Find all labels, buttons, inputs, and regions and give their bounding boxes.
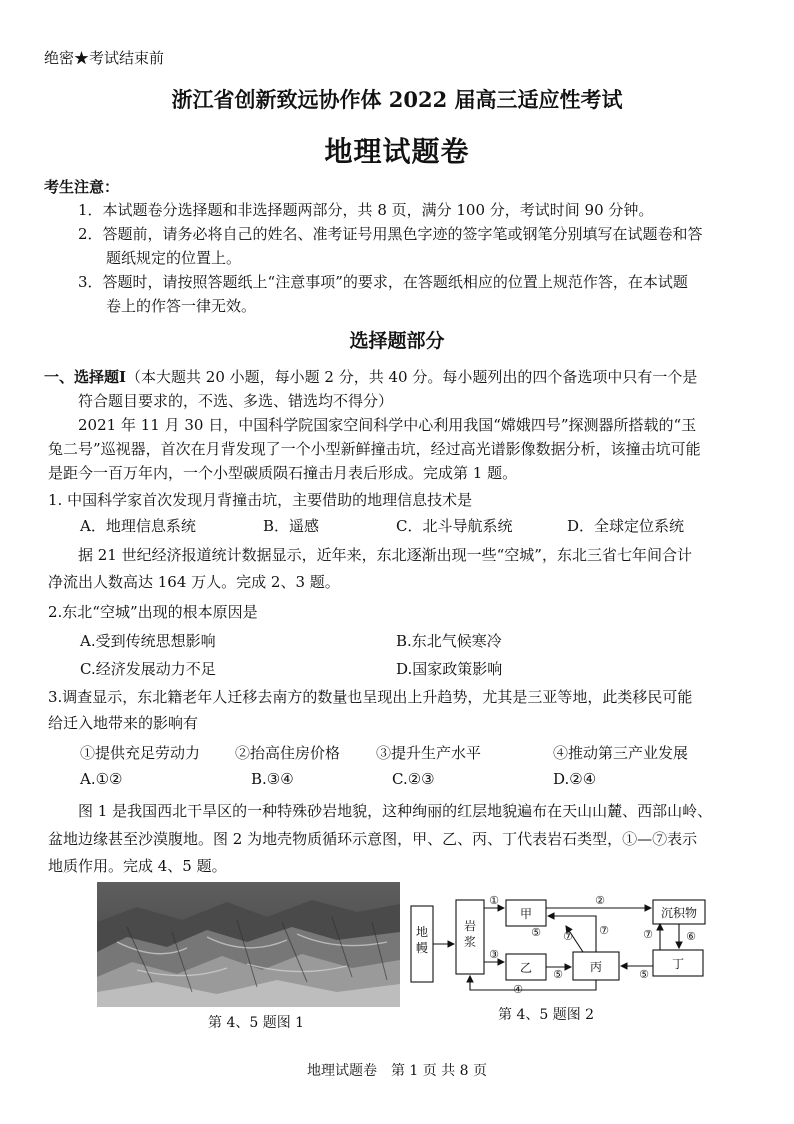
q1-option-c: C．北斗导航系统	[396, 517, 513, 535]
marker-6: ⑥	[686, 930, 696, 943]
q1-option-b: B．遥感	[263, 517, 320, 535]
passage1-line3: 是距今一百万年内，一个小型碳质陨石撞击月表后形成。完成第 1 题。	[48, 464, 518, 482]
q2-option-a: A.受到传统思想影响	[80, 632, 216, 650]
passage1-line2: 兔二号”巡视器，首次在月背发现了一个小型新鲜撞击坑，经过高光谱影像数据分析，该撞击坑可能	[48, 440, 701, 458]
q3-statement-3: ③提升生产水平	[376, 744, 482, 762]
passage2-line1: 据 21 世纪经济报道统计数据显示，近年来，东北逐渐出现一些“空城”，东北三省七年间合计	[78, 546, 692, 564]
confidential-mark: 绝密★考试结束前	[44, 49, 165, 67]
notice-item-3-cont: 卷上的作答一律无效。	[106, 297, 257, 315]
marker-5b: ⑤	[639, 968, 649, 981]
figure2-caption: 第 4、5 题图 2	[498, 1007, 595, 1023]
jia-label: 甲	[519, 907, 533, 921]
exam-title: 浙江省创新致远协作体 2022 届高三适应性考试	[171, 87, 623, 112]
part1-label: 一、选择题Ⅰ	[44, 368, 127, 386]
marker-7a: ⑦	[599, 924, 609, 937]
passage2-line2: 净流出人数高达 164 万人。完成 2、3 题。	[48, 573, 340, 591]
bing-label: 丙	[589, 960, 603, 974]
marker-2: ②	[595, 894, 605, 907]
marker-3: ③	[489, 948, 499, 961]
part1-header	[44, 366, 697, 387]
marker-5a: ⑤	[531, 926, 541, 939]
passage1-line1: 2021 年 11 月 30 日，中国科学院国家空间科学中心利用我国“嫦娥四号”探测器所搭载的“玉	[78, 416, 697, 434]
q2-stem: 2.东北“空城”出现的根本原因是	[48, 603, 258, 621]
part1-intro: （本大题共 20 小题，每小题 2 分，共 40 分。每小题列出的四个备选项中只有一个是	[126, 368, 698, 386]
ding-label: 丁	[671, 957, 685, 971]
q3-option-a: A.①②	[80, 770, 123, 788]
marker-7c: ⑦	[643, 928, 653, 941]
q2-option-b: B.东北气候寒冷	[396, 632, 502, 650]
sandstone-landform-photo	[97, 882, 400, 1007]
notice-heading: 考生注意：	[44, 178, 120, 196]
passage3-line3: 地质作用。完成 4、5 题。	[48, 857, 227, 875]
marker-1: ①	[489, 894, 499, 907]
mantle-label-1: 地幔	[415, 925, 429, 955]
q1-option-a: A．地理信息系统	[80, 517, 196, 535]
passage3-line2: 盆地边缘甚至沙漠腹地。图 2 为地壳物质循环示意图，甲、乙、丙、丁代表岩石类型，①—⑦表示	[48, 830, 698, 848]
figure1-caption: 第 4、5 题图 1	[208, 1015, 305, 1031]
marker-7b: ⑦	[563, 930, 573, 943]
notice-item-2: 2．答题前，请务必将自己的姓名、准考证号用黑色字迹的签字笔或钢笔分别填写在试题卷和答	[78, 225, 703, 243]
page-footer: 地理试题卷 第 1 页 共 8 页	[306, 1063, 488, 1079]
q1-option-d: D．全球定位系统	[567, 517, 685, 535]
passage3-line1: 图 1 是我国西北干旱区的一种特殊砂岩地貌，这种绚丽的红层地貌遍布在天山山麓、西部山岭、	[78, 802, 713, 820]
notice-item-2-cont: 题纸规定的位置上。	[106, 249, 242, 267]
paper-title: 地理试题卷	[324, 135, 470, 168]
q3-option-c: C.②③	[392, 770, 435, 788]
q2-option-c: C.经济发展动力不足	[80, 660, 216, 678]
q3-statement-4: ④推动第三产业发展	[553, 744, 689, 762]
magma-label-1: 岩浆	[463, 919, 477, 949]
marker-5c: ⑤	[553, 968, 563, 981]
sediment-label: 沉积物	[660, 906, 698, 920]
notice-item-3: 3．答题时，请按照答题纸上“注意事项”的要求，在答题纸相应的位置上规范作答，在本试题	[78, 273, 688, 291]
section-title: 选择题部分	[349, 330, 445, 352]
rock-cycle-diagram	[408, 892, 720, 996]
q3-option-d: D.②④	[553, 770, 597, 788]
q3-statement-2: ②抬高住房价格	[235, 744, 341, 762]
q3-stem-cont: 给迁入地带来的影响有	[48, 714, 199, 732]
q3-option-b: B.③④	[251, 770, 294, 788]
marker-4: ④	[513, 983, 523, 996]
part1-intro-cont: 符合题目要求的，不选、多选、错选均不得分）	[78, 392, 394, 410]
q1-stem: 1. 中国科学家首次发现月背撞击坑，主要借助的地理信息技术是	[48, 491, 473, 509]
yi-label: 乙	[519, 961, 533, 975]
q3-statement-1: ①提供充足劳动力	[80, 744, 201, 762]
q2-option-d: D.国家政策影响	[396, 660, 503, 678]
notice-item-1: 1．本试题卷分选择题和非选择题两部分，共 8 页，满分 100 分，考试时间 90 分钟。	[78, 201, 654, 219]
q3-stem: 3.调查显示，东北籍老年人迁移去南方的数量也呈现出上升趋势，尤其是三亚等地，此类移民可能	[48, 688, 693, 706]
